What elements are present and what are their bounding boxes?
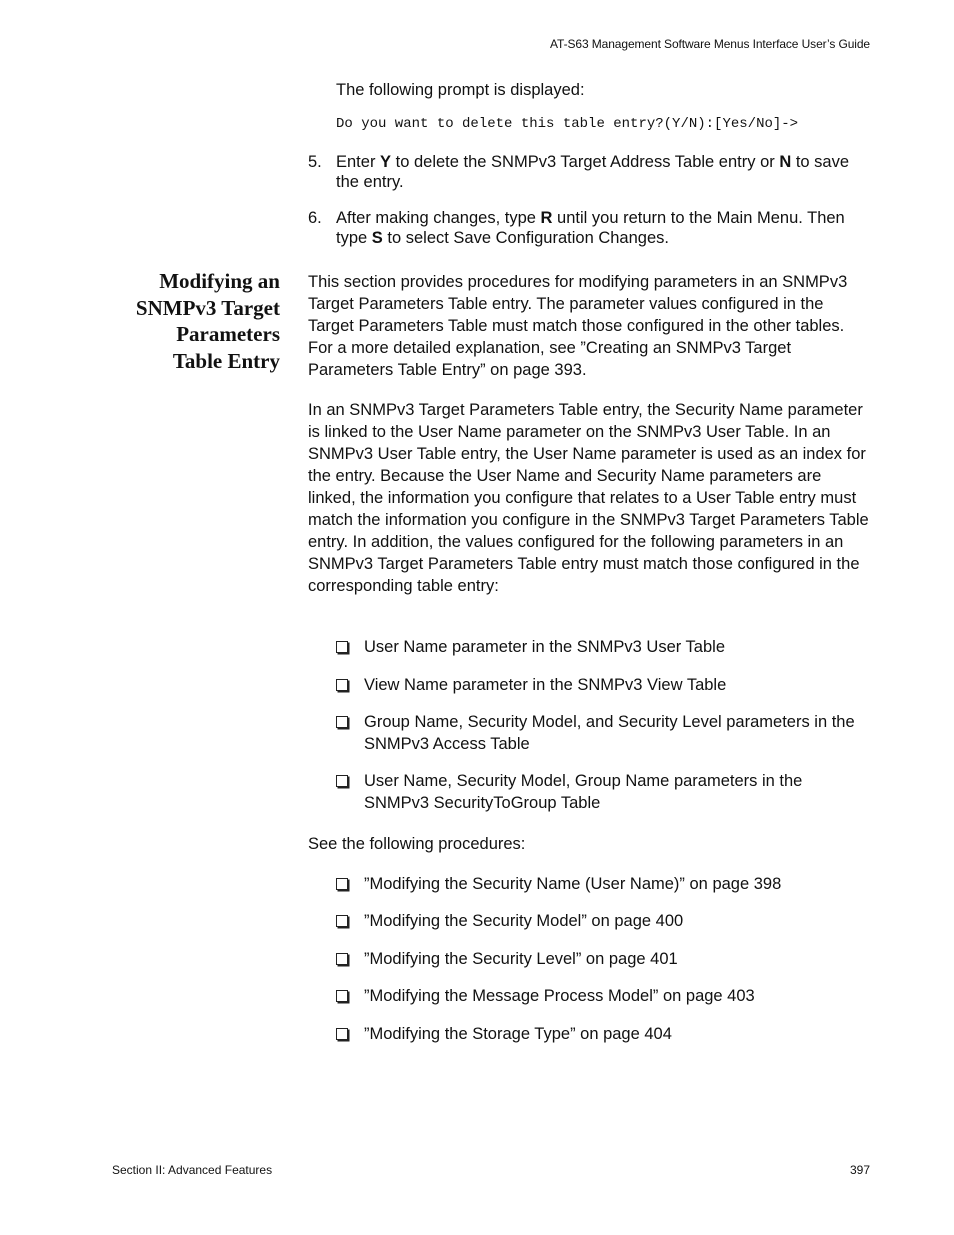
checkbox-bullet-icon — [336, 878, 348, 890]
intro-paragraph: This section provides procedures for modifying parameters in an SNMPv3 Target Parameters Table entry. The parameter values configured in the Target Parameters Table must match those configured in the other tables. For a more detailed explanation, see ”Creating an SNMPv3 Target Parameters Table Entry” on page 393. — [308, 273, 848, 379]
prompt-code: Do you want to delete this table entry?(Y/N):[Yes/No]-> — [336, 116, 799, 132]
step-5 — [308, 152, 870, 192]
step-text: Enter Y to delete the SNMPv3 Target Address Table entry or N to save the entry. — [336, 153, 850, 191]
list-item: User Name, Security Model, Group Name parameters in the SNMPv3 SecurityToGroup Table — [336, 770, 870, 814]
step-number: 5. — [308, 153, 322, 171]
procedure-link[interactable]: ”Modifying the Storage Type” on page 404 — [336, 1023, 870, 1045]
procedure-link[interactable]: ”Modifying the Security Level” on page 401 — [336, 948, 870, 970]
checkbox-bullet-icon — [336, 716, 348, 728]
checkbox-bullet-icon — [336, 915, 348, 927]
checkbox-bullet-icon — [336, 775, 348, 787]
running-header: AT-S63 Management Software Menus Interface User’s Guide — [550, 37, 870, 51]
procedures-intro: See the following procedures: — [308, 835, 526, 853]
footer-section: Section II: Advanced Features — [112, 1163, 273, 1177]
checkbox-bullet-icon — [336, 1028, 348, 1040]
procedure-link[interactable]: ”Modifying the Security Name (User Name)” on page 398 — [336, 873, 870, 895]
list-item: Group Name, Security Model, and Security Level parameters in the SNMPv3 Access Table — [336, 711, 870, 755]
checkbox-bullet-icon — [336, 641, 348, 653]
procedure-link[interactable]: ”Modifying the Security Model” on page 400 — [336, 910, 870, 932]
page-number: 397 — [849, 1163, 870, 1177]
checkbox-bullet-icon — [336, 953, 348, 965]
prompt-intro: The following prompt is displayed: — [336, 81, 585, 99]
section-heading: Modifying an SNMPv3 Target Parameters Table Entry — [135, 269, 280, 373]
list-item: User Name parameter in the SNMPv3 User Table — [336, 636, 870, 658]
step-text: After making changes, type R until you return to the Main Menu. Then type S to select Save Configuration Changes. — [336, 209, 845, 247]
list-item: View Name parameter in the SNMPv3 View Table — [336, 674, 870, 696]
step-6 — [308, 208, 870, 248]
linked-parameters-paragraph: In an SNMPv3 Target Parameters Table entry, the Security Name parameter is linked to the User Name parameter on the SNMPv3 User Table. In an SNMPv3 User Table entry, the User Name parameter is used as an index for the entry. Because the User Name and Security Name parameters are linked, the information you configure that relates to a User Table entry must match the information you configure in the SNMPv3 Target Parameters Table entry. In addition, the values configured for the following parameters in an SNMPv3 Target Parameters Table entry must match those configured in the corresponding table entry: — [308, 401, 869, 595]
checkbox-bullet-icon — [336, 679, 348, 691]
step-number: 6. — [308, 209, 322, 227]
checkbox-bullet-icon — [336, 990, 348, 1002]
procedure-link[interactable]: ”Modifying the Message Process Model” on page 403 — [336, 985, 870, 1007]
